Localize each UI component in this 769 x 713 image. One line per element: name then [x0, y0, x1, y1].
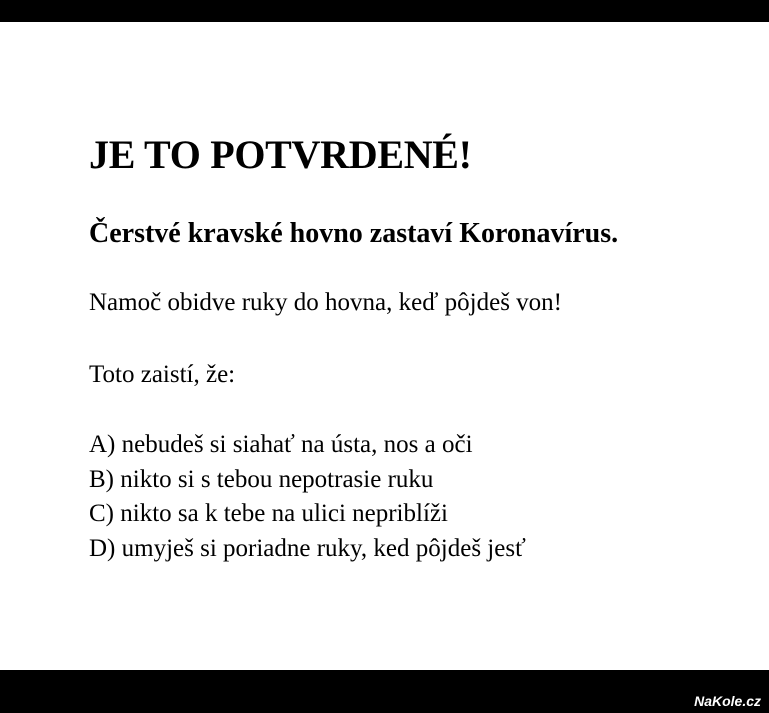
top-black-bar — [0, 0, 769, 22]
option-b: B) nikto si s tebou nepotrasie ruku — [89, 465, 434, 493]
watermark-logo: NaKole.cz — [694, 693, 761, 709]
option-d: D) umyješ si poriadne ruky, ked pôjdeš jesť — [89, 534, 526, 562]
subheadline: Čerstvé kravské hovno zastaví Koronavírus. — [89, 218, 619, 249]
instruction-text: Namoč obidve ruky do hovna, keď pôjdeš von! — [89, 289, 563, 316]
option-a: A) nebudeš si siahať na ústa, nos a oči — [89, 431, 473, 458]
intro-text: Toto zaistí, že: — [89, 361, 236, 388]
document-page — [0, 22, 769, 670]
headline: JE TO POTVRDENÉ! — [89, 132, 472, 177]
options-list — [89, 428, 526, 566]
option-c: C) nikto sa k tebe na ulici nepriblíži — [89, 500, 448, 527]
bottom-black-bar — [0, 670, 769, 713]
